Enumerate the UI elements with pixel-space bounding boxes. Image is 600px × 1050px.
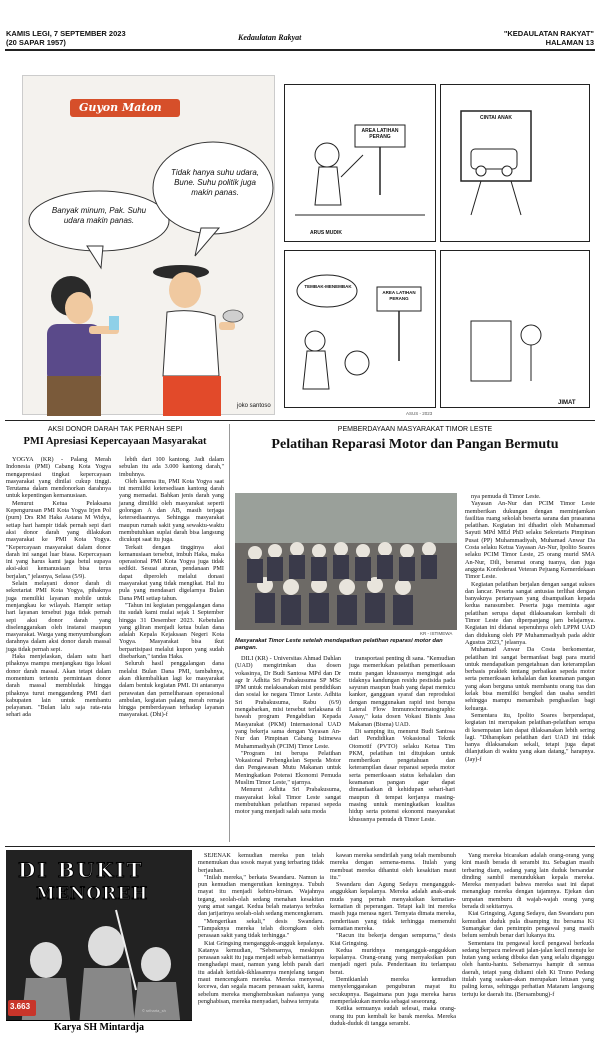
serial-episode: 3.663 [10, 1002, 31, 1011]
serial-author: Karya SH Mintardja [54, 1022, 144, 1033]
right-headline: Pelatihan Reparasi Motor dan Pangan Bermutu [271, 437, 559, 452]
bubble-right-text: Tidak hanya suhu udara, Bune. Suhu politik juga makin panas. [171, 168, 259, 197]
strip-panel-1 [284, 84, 436, 242]
strip-signature: JIMAT [558, 400, 576, 406]
right-col-3 [465, 493, 595, 843]
bubble-left-text: Banyak minum, Pak. Suhu udara makin panas. [51, 206, 147, 225]
serial-title-bottom: MENOREH [36, 884, 149, 904]
right-col3-p4: Muhamad Anwar Da Costa berkomentar, pelatihan ini sangat bermanfaat bagi para murid untuk mendapatkan pengetahuan dan keterampilan berbasis praktek tentang perbaikan sepeda motor serta pemeriksaan kehalalan dan keamanan pangan yang akan berguna untuk membantu orang tua dan kelak bisa memiliki bengkel dan usaha sendiri sehingga mampu menambah penghasilan bagi keluarga. [465, 646, 595, 712]
strip-tag: ARUS MUDIK [310, 230, 342, 236]
serial-col-3 [462, 852, 594, 1047]
serial-col1-p4: Kiai Gringsing mengangguk-angguk kepalanya. Katanya kemudian, "Sebenarnya, meskipun perasaan sakit itu juga menjadi sebab kematiannya menghadapi maut, namun yang lebih parah dari itu adalah ketidak-ikhlasannya menjelang tangan maut mencengkam mereka. Mereka menyesal, kecewa, dan segala macam perasaan sakit, karena sebelum mereka menghembuskan nafasnya yang penghabisan, mereka menyadari, bahwa ternyata [198, 939, 324, 1005]
guyon-cartoon [22, 75, 275, 415]
right-col2-p2: Di samping itu, menurut Budi Santosa dari Pendidikan Vokasional Teknik Otomotif (PVTO) selaku Ketua Tim PKM, pelatihan ini ditujukan untuk memberikan pengetahuan dan keterampilan dasar reparasi sepeda motor serta pemeriksaan status kehalalan dan keamanan pangan agar dapat dimanfaatkan di kehidupan sehari-hari maupun di tempat kerjanya masing-masing untuk meningkatkan kualitas hidup serta potensi ekonomi masyarakat khususnya pemuda di Timor Leste. [349, 727, 455, 823]
right-col-2 [349, 655, 455, 843]
left-col1-p1: YOGYA (KR) - Palang Merah Indonesia (PMI) Cabang Kota Yogya mengapresiasi tingkat kepercayaan masyarakat yang dinilai cukup tinggi. Terutama dalam mendonorkan darahnya untuk kepentingan kemanusiaan. [6, 456, 111, 500]
right-photo [235, 493, 457, 630]
header-page: HALAMAN 13 [545, 38, 594, 47]
serial-col2-p4: Kedua muridnya mengangguk-anggukkan kepalanya. Orang-orang yang menyaksikan pun menjadi ngeri pula. Penderitaan itu terlampau berat. [330, 946, 456, 976]
serial-col1-p2: "Inilah mereka," berkata Swandaru. Namun ia pun kemudian mengerutkan keningnya. Tubuh mayat itu menjadi kebiru-biruan. Wajahnya tegang, seolah-olah sedang menahan kesakitan yang amat sangat. Kedua belah matanya terbuka dan jarijarinya seolah-olah sedang mencengkeram. [198, 873, 324, 918]
guyon-signature: joko santoso [237, 403, 271, 409]
strip-panel-3 [284, 250, 436, 408]
woman-figure [47, 276, 119, 416]
header-date: KAMIS LEGI, 7 SEPTEMBER 2023 [6, 29, 126, 38]
strip-sign-1: AREA LATIHAN PERANG [361, 128, 399, 140]
serial-col3-p3: Sementara itu pengawal kecil pengawal berkuda sedang berpacu melewati jalan-jalan kecil menuju ke hutan yang sedang dibuka dan yang selalu diganggu oleh hantu-hantu. Sebenarnya hampir di semua daerah, tetapi yang didiami oleh Ki Truno Pedang itulah yang seakan-akan merupakan letusan yang paling keras, sehingga perhatian Mataram langsung tertuju ke daerah itu. (Bersambung)-f [462, 939, 594, 998]
serial-col2-p5: Demikianlah mereka kemudian menyelenggarakan penguburan mayat itu secukupnya. Bagaimana pun juga mereka harus memperlakukan mereka sebagai seseorang. [330, 976, 456, 1005]
serial-col1-p1: SEJENAK kemudian mereka pun telah menemukan dua sosok mayat yang terbaring tidak berjauhan. [198, 852, 324, 874]
header-hijri: (20 SAPAR 1957) [6, 38, 66, 47]
right-col-1 [235, 655, 341, 843]
serial-col2-p3: "Racun itu bekerja dengan sempurna," desis Kiai Gringsing. [330, 932, 456, 947]
left-kicker: AKSI DONOR DARAH TAK PERNAH SEPI [47, 426, 183, 433]
left-col2-p3: Terkait dengan tingginya aksi kemanusiaan tersebut, imbuh Haka, maka operasional PMI Kota Yogya juga tidak sedikit. Sesuai aturan, pendanaan PMI dapat diperoleh melalui donasi masyarakat yang tidak mengikat. Hal itu pula yang mendasari digelarnya Bulan Dana PMI setiap tahun. [119, 543, 224, 602]
right-col1-p1: DILI (KR) - Universitas Ahmad Dahlan (UAD) mengirimkan dua dosen vokasinya, Dr Budi Santosa MPd dan Dr agr Ir Adhita Sri Prabakusuma SP MSc IPM untuk melaksanakan misi pendidikan dan sosial ke negara Timor Leste. Adhita Sri Prabakusuma, Rabu (6/9) mengabarkan, misi tersebut terlaksana di bawah program Pengabdian Kepada Masyarakat (PKM) Internasional UAD yang bekerja sama dengan Yayasan An-Nur dan Pimpinan Cabang Istimewa Muhammadiyah (PCIM) Timor Leste. [235, 655, 341, 750]
serial-col-1 [198, 852, 324, 1047]
header-paper: "KEDAULATAN RAKYAT" [503, 29, 594, 38]
guyon-illustration [23, 76, 276, 416]
left-col2-p5: Seluruh hasil penggalangan dana melalui Bulan Dana PMI, tambahnya, akan dikembalikan lagi ke masyarakat dalam bentuk kegiatan PMI. Di antaranya perawatan dan pemeliharaan operasional ambulan, kegiatan palang merah remaja hingga pemberdayaan terhadap layanan masyarakat. (Dhi)-f [119, 660, 224, 719]
guyon-title: Guyon Maton [79, 101, 162, 114]
serial-col3-p2: Kiai Gringsing, Agung Sedayu, dan Swandaru pun kemudian duduk pula disamping itu bersama Ki Sumangkar dan pemimpin pengawal yang masih belum sembuh benar dari lukanya itu. [462, 910, 594, 940]
header-section: Kedaulatan Rakyat [238, 33, 302, 42]
serial-col1-p3: "Mengerikan sekali," desis Swandaru. "Tampaknya mereka telah dicengkam oleh perasaan sakit yang tidak terhingga." [198, 917, 324, 940]
mid-rule [5, 420, 595, 421]
man-figure [153, 265, 243, 416]
strip-sign-2: AREA LATIHAN PERANG [382, 290, 416, 301]
left-col1-p4: Haka menjelaskan, dalam satu hari pihaknya mampu menjangkau tiga lokasi donor darah massal. Akan tetapi dalam momentum tertentu permintaan donor darah massal membludak hingga pihaknya turut menggandeng PMI dari kabupaten lain untuk membantu pelayanan. "Bulan lalu saja rata-rata sehari ada [6, 653, 111, 719]
strip-panel-2 [440, 84, 590, 242]
col-divider [229, 424, 230, 842]
serial-col-2 [330, 852, 456, 1047]
serial-credit-small: © sriharta_sh [142, 1008, 166, 1013]
right-col2-p1: transportasi penting di sana. "Kemudian juga memerlukan pelatihan pemeriksaan mutu pangan khususnya mengingat ada tidaknya kandungan residu pestisida pada sayuran maupun buah yang dapat memicu kanker, gangguan syaraf dan reproduksi dengan menggunakan rapid test berupa Lateral Flow Immunochromatographic Assay," kata dosen Vokasi Bisnis Jasa Makanan (Bisma) UAD. [349, 655, 455, 728]
right-col3-p3: Kegiatan pelatihan berjalan dengan sangat sukses dan lancar. Peserta sangat antusias terlihat dengan banyaknya pertanyaan yang disampaikan kepada kedua narasumber. Peserta juga meminta agar pelatihan serupa dapat dilaksanakan kembali di Timor Leste dan diperpanjang jam belajarnya. Kegiatan ini didanai sepenuhnya oleh LPPM UAD dan didukung oleh PP Muhammadiyah pada akhir Agustus 2023," jelasnya. [465, 580, 595, 646]
right-col1-p2: "Program ini berupa Pelatihan Vokasional Perbengkelan Sepeda Motor dan Pengawasan Mutu Makanan untuk Meningkatkan Potensi Ekonomi Pemuda Muslim Timor Leste," ujarnya. [235, 749, 341, 787]
photo-credit: KR - ISTIMEWA [420, 631, 453, 636]
left-col-1 [6, 456, 111, 841]
header-rule [5, 49, 595, 51]
right-col1-p3: Menurut Adhita Sri Prabakusuma, masyarakat lokal Timor Leste sangat membutuhkan pelatihan reparasi sepeda motor yang menjadi salah satu moda [235, 786, 341, 816]
serial-rule [5, 846, 595, 847]
right-col3-p5: Sementara itu, Ipolito Soares berpendapat, kegiatan ini merupakan pelatihan-pelatihan serupa di kesempatan lain dapat dilaksanakan lebih sering lagi. "Diharapkan pelatihan dari UAD ini tidak hanya dilaksanakan sekali, tetapi juga dapat dilanjutkan di waktu yang akan datang," harapnya. (Jay)-f [465, 711, 595, 763]
strip-caption-mid: ASUS - 2023 [406, 411, 433, 416]
strip-panel-4 [440, 250, 590, 408]
left-col2-p1: lebih dari 100 kantong. Jadi dalam sebulan itu ada 3.000 kantong darah," imbuhnya. [119, 456, 224, 478]
left-col2-p4: "Tahun ini kegiatan penggalangan dana itu sudah kami mulai sejak 1 September hingga 31 Desember 2023. Kebetulan yang giliran menjadi ketua bulan dana adalah Kepala Kejaksaan Negeri Kota Yogya. Masyarakat bisa ikut berpartisipasi melalui kupon yang sudah disebarkan," tandas Haka. [119, 601, 224, 661]
strip-tv-text: CINTAI ANAK [480, 115, 512, 121]
serial-col3-p1: Yang mereka bicarakan adalah orang-orang yang kini masih berada di serambi itu. Sebagian masih terbaring diam, sedang yang lain duduk bersandar dinding sambil menundukkan kepala mereka. Mereka menyadari bahwa mereka saat ini dapat menangkap mereka dengan tajamnya. Ejekan dan umpatan memburu di wajah-wajah orang yang berada di sekitarnya. [462, 852, 594, 911]
serial-title-top: DI BUKIT [18, 858, 144, 882]
left-col1-p2: Menurut Ketua Pelaksana Kepengurusan PMI Kota Yogya Irjen Pol (purn) Drs RM Haka Astana M Widya, setiap hari hampir tidak pernah sepi dari aksi donor darah yang dilakukan masyarakat ke PMI Kota Yogya. "Kepercayaan masyarakat dalam donor darah ini sangat luar biasa. Kepercayaan ini yang harus kami jaga betul supaya aksi-aksi kemanusiaan bisa terus berjalan," jelasnya, Selasa (5/9). [6, 499, 111, 580]
serial-col2-p6: Ketika semuanya sudah selesai, maka orang-orang itu pun kembali ke barak mereka. Mereka duduk-duduk di tangga serambi. [330, 1005, 456, 1027]
right-kicker: PEMBERDAYAAN MASYARAKAT TIMOR LESTE [337, 426, 493, 433]
left-col2-p2: Oleh karena itu, PMI Kota Yogya saat ini memiliki ketersediaan kantong darah yang memadai. Bahkan jenis darah yang jarang dimiliki oleh masyarakat seperti golongan A dan AB, masih terjaga ketersediaannya. Sehingga masyarakat maupun rumah sakit yang sewaktu-waktu membutuhkan suplai darah bisa langsung dicukupi saat itu juga. [119, 477, 224, 544]
right-col3-p2: Yayasan An-Nur dan PCIM Timor Leste memberikan dukungan dengan meminjamkan fasilitas ruang sekolah beserta sarana dan prasarana pelatihan. Kegiatan ini dihadiri oleh Muhammad Sayuti MPd MEd PhD selaku Sekretaris Pimpinan Pusat (PP) Muhammadiyah, Muhamad Anwar Da Costa selaku Ketua Yayasan An-Nur, Ipolito Soares selaku PCIM Timor Leste, 25 orang murid SMA An-Nur, Dili, beramai orang tuanya, dan juga anggota Konfederasi Veteran Pejuang Kemerdekaan Timor Leste. [465, 500, 595, 581]
photo-caption: Masyarakat Timor Leste setelah mendapatkan pelatihan reparasi motor dan pangan. [235, 638, 443, 651]
left-col-2 [119, 456, 224, 841]
strip-speech: TEMBAK-MENEMBAK [304, 284, 352, 289]
left-col1-p3: Selain melayani donor darah di sekretariat PMI Kota Yogya, pihaknya juga memiliki layanan mobile untuk menjangkau ke wilayah. Hampir setiap hari layanan tersebut juga tidak pernah sepi aksi donor darah yang diselenggarakan oleh instansi maupun masyarakat. Warga yang menyumbangkan darahnya dalam aksi donor darah massal juga tidak pernah sepi. [6, 580, 111, 653]
right-col3-p1: nya pemuda di Timor Leste. [471, 493, 541, 500]
left-headline: PMI Apresiasi Kepercayaan Masyarakat [23, 436, 207, 447]
serial-col2-p2: Swandaru dan Agung Sedayu mengangguk-anggukkan kepalanya. Mereka adalah anak-anak muda yang pernah menyaksikan kematian-kematian di peperangan. Tetapi kali ini mereka masih juga merasa ngeri. Ternyata dimata mereka, penderitaan yang tidak terhingga memenuhi kematian mereka. [330, 881, 456, 932]
serial-col2-p1: kawan mereka sendirilah yang telah membunuh mereka dengan semena-mena. Itulah yang membuat mereka dihantui oleh kesakitan maut itu." [330, 852, 456, 881]
serial-illustration [6, 850, 192, 1038]
